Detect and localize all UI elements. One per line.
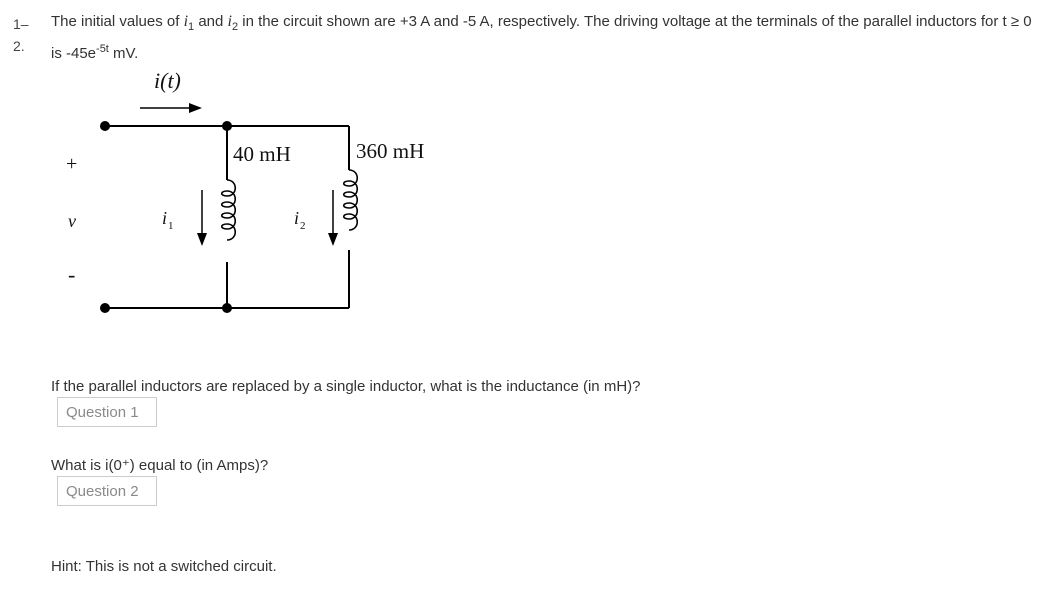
i1-label: i: [162, 208, 168, 228]
current-label: i(t): [154, 68, 181, 93]
part1-prompt: If the parallel inductors are replaced by a single inductor, what is the inductance (in mH)?: [51, 378, 641, 395]
var-i2-subscript: 2: [231, 21, 239, 33]
inductor2-coil: [344, 170, 358, 230]
var-i1: i: [183, 13, 189, 30]
question-number-line2: 2.: [13, 38, 25, 54]
i2-arrow-head: [328, 233, 338, 246]
junction-bottom-node: [222, 303, 232, 313]
question2-answer-input[interactable]: [57, 476, 157, 506]
i2-subscript: 2: [300, 220, 306, 232]
i1-arrow-head: [197, 233, 207, 246]
question1-answer-input[interactable]: [57, 397, 157, 427]
var-i2: i: [227, 13, 232, 30]
inductor1-label: 40 mH: [233, 142, 291, 166]
i1-subscript: 1: [168, 220, 174, 232]
var-i1-subscript: 1: [188, 21, 195, 33]
inductor2-label: 360 mH: [356, 139, 425, 163]
question-text-part1: The initial values of: [51, 13, 184, 30]
exponent: -5t: [96, 43, 109, 55]
part2-prompt: What is i(0⁺) equal to (in Amps)?: [51, 457, 269, 474]
minus-label: -: [68, 262, 76, 287]
question-text-part3: in the circuit shown are +3 A and -5 A, respectively. The driving voltage at the terminals of the parallel inductors for t ≥ 0 is -45e: [51, 13, 1032, 62]
hint-text: Hint: This is not a switched circuit.: [51, 558, 277, 575]
current-arrow-head: [189, 103, 202, 113]
question-text-part2: and: [194, 13, 228, 30]
i2-label: i: [294, 208, 300, 228]
question-number-line1: 1–: [13, 16, 29, 32]
junction-top-node: [222, 121, 232, 131]
question-text-part4: mV.: [108, 45, 139, 62]
plus-label: +: [66, 153, 78, 175]
terminal-top-node: [100, 121, 110, 131]
terminal-bottom-node: [100, 303, 110, 313]
voltage-label: v: [68, 211, 76, 231]
inductor1-coil: [222, 180, 236, 240]
